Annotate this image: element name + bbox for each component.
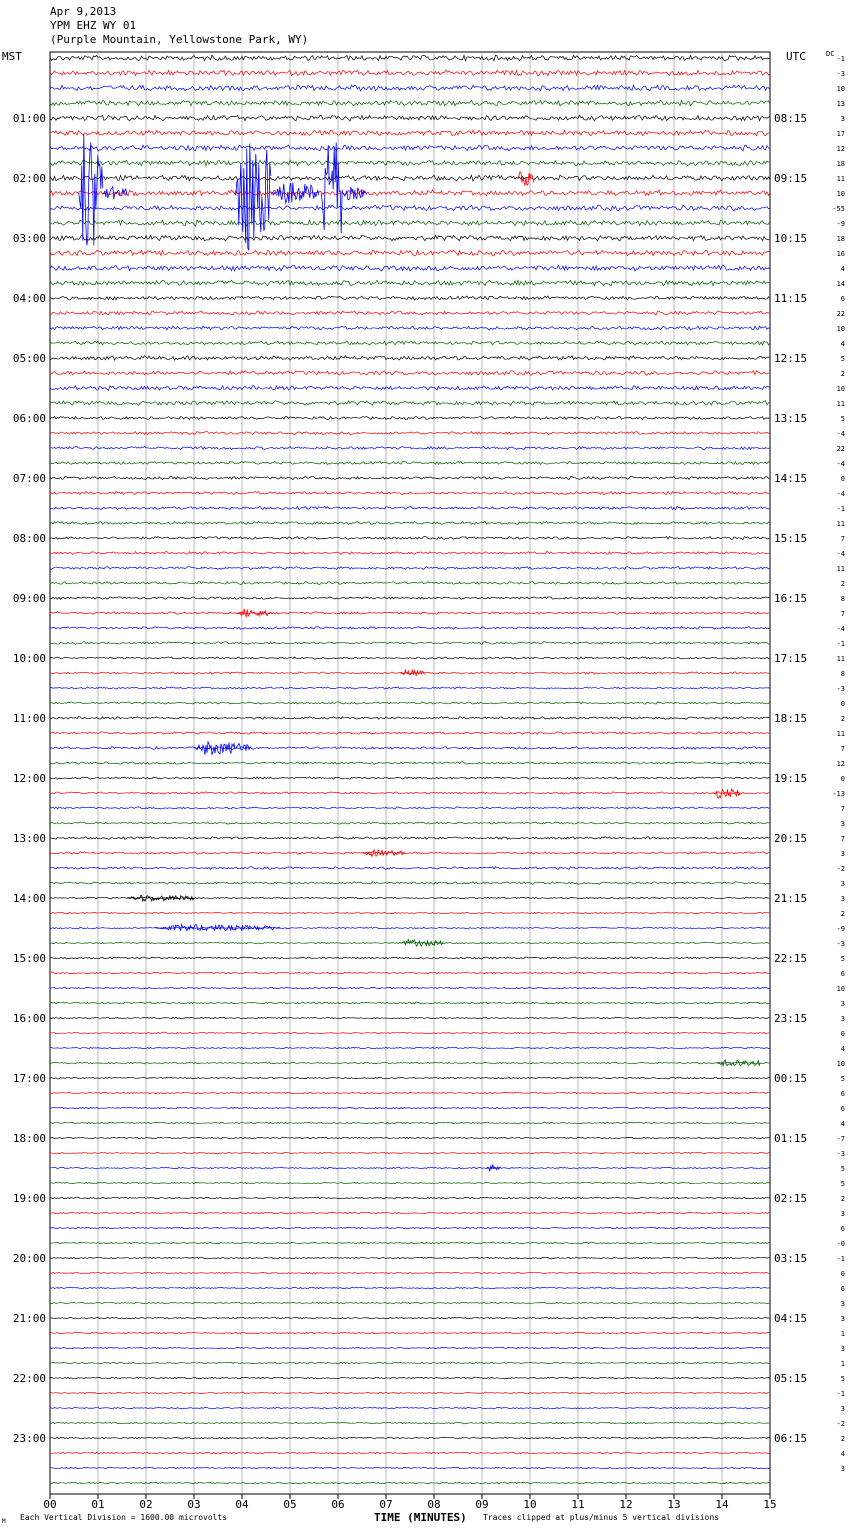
- trace-line: [50, 175, 770, 181]
- utc-hour-label: 15:15: [774, 532, 808, 545]
- trace-line: [50, 1317, 770, 1319]
- dc-offset-value: 5: [840, 1180, 845, 1188]
- utc-hour-label: 06:15: [774, 1432, 808, 1445]
- dc-offset-value: 0: [840, 775, 845, 783]
- trace-line: [50, 807, 770, 809]
- x-tick-label: 12: [619, 1498, 633, 1511]
- trace-line: [50, 972, 770, 974]
- dc-offset-value: -1: [836, 1255, 845, 1263]
- dc-offset-value: -3: [836, 70, 845, 78]
- trace-line: [50, 1437, 770, 1439]
- trace-line: [50, 521, 770, 524]
- mst-hour-label: 16:00: [12, 1012, 46, 1025]
- x-tick-label: 14: [715, 1498, 729, 1511]
- seismic-event: [712, 789, 740, 798]
- dc-offset-value: 0: [840, 1030, 845, 1038]
- dc-offset-value: 5: [840, 355, 845, 363]
- utc-hour-label: 13:15: [774, 412, 808, 425]
- dc-offset-value: 0: [840, 1270, 845, 1278]
- seismic-event: [194, 742, 251, 755]
- utc-hour-label: 17:15: [774, 652, 808, 665]
- dc-offset-value: 1: [840, 1330, 845, 1338]
- dc-offset-value: 8: [840, 670, 845, 678]
- utc-hour-label: 23:15: [774, 1012, 808, 1025]
- dc-offset-value: 3: [840, 1345, 845, 1353]
- dc-offset-value: 18: [836, 160, 845, 168]
- trace-line: [50, 220, 770, 226]
- trace-line: [50, 265, 770, 271]
- x-tick-label: 15: [763, 1498, 777, 1511]
- mst-hour-label: 22:00: [12, 1372, 46, 1385]
- trace-line: [50, 612, 770, 615]
- plot-date: Apr 9,2013: [50, 5, 117, 18]
- clip-note: Traces clipped at plus/minus 5 vertical divisions: [483, 1513, 720, 1522]
- trace-line: [50, 747, 770, 750]
- dc-offset-value: 12: [836, 145, 845, 153]
- dc-offset-value: -9: [836, 220, 845, 228]
- dc-offset-value: 3: [840, 1300, 845, 1308]
- trace-line: [50, 1017, 770, 1019]
- trace-line: [50, 1122, 770, 1124]
- trace-line: [50, 1047, 770, 1049]
- dc-offset-value: -3: [836, 940, 845, 948]
- dc-offset-value: -13: [832, 790, 845, 798]
- dc-offset-value: 11: [836, 175, 845, 183]
- dc-offset-value: 2: [840, 910, 845, 918]
- trace-line: [50, 1347, 770, 1349]
- trace-line: [50, 1092, 770, 1094]
- utc-hour-label: 01:15: [774, 1132, 808, 1145]
- trace-line: [50, 912, 770, 914]
- trace-line: [50, 491, 770, 494]
- trace-line: [50, 552, 770, 555]
- dc-offset-value: -2: [836, 1420, 845, 1428]
- corner-mark: M: [2, 1518, 6, 1525]
- utc-hour-label: 10:15: [774, 232, 808, 245]
- trace-line: [50, 1302, 770, 1304]
- trace-line: [50, 190, 770, 196]
- dc-offset-value: 3: [840, 820, 845, 828]
- dc-offset-value: 10: [836, 85, 845, 93]
- trace-line: [50, 1407, 770, 1409]
- dc-offset-value: -55: [832, 205, 845, 213]
- trace-line: [50, 432, 770, 435]
- utc-hour-label: 22:15: [774, 952, 808, 965]
- trace-line: [50, 732, 770, 735]
- trace-line: [50, 446, 770, 449]
- trace-line: [50, 597, 770, 600]
- utc-hour-label: 04:15: [774, 1312, 808, 1325]
- dc-offset-value: 3: [840, 850, 845, 858]
- trace-line: [50, 1197, 770, 1199]
- dc-offset-value: 4: [840, 265, 845, 273]
- dc-offset-value: 12: [836, 760, 845, 768]
- dc-offset-value: 10: [836, 1060, 845, 1068]
- dc-offset-value: 3: [840, 1315, 845, 1323]
- utc-hour-label: 20:15: [774, 832, 808, 845]
- trace-line: [50, 386, 770, 391]
- utc-hour-label: 08:15: [774, 112, 808, 125]
- x-tick-label: 01: [91, 1498, 105, 1511]
- dc-offset-value: 6: [840, 1090, 845, 1098]
- dc-offset-value: -2: [836, 865, 845, 873]
- trace-line: [50, 1032, 770, 1034]
- trace-line: [50, 476, 770, 479]
- dc-offset-value: 1: [840, 1360, 845, 1368]
- utc-hour-label: 19:15: [774, 772, 808, 785]
- mst-hour-label: 11:00: [12, 712, 46, 725]
- trace-line: [50, 205, 770, 211]
- dc-offset-value: 13: [836, 100, 845, 108]
- station-code: YPM EHZ WY 01: [50, 19, 137, 32]
- trace-line: [50, 777, 770, 779]
- dc-offset-value: 5: [840, 1375, 845, 1383]
- trace-line: [50, 326, 770, 330]
- dc-offset-value: 4: [840, 1045, 845, 1053]
- left-timezone-label: MST: [2, 50, 22, 63]
- utc-hour-label: 05:15: [774, 1372, 808, 1385]
- dc-offset-value: 3: [840, 895, 845, 903]
- trace-line: [50, 1107, 770, 1109]
- dc-offset-value: 3: [840, 1015, 845, 1023]
- dc-offset-value: 7: [840, 835, 845, 843]
- trace-line: [50, 687, 770, 689]
- trace-line: [50, 1212, 770, 1214]
- mst-hour-label: 18:00: [12, 1132, 46, 1145]
- trace-line: [50, 867, 770, 870]
- x-tick-label: 10: [523, 1498, 537, 1511]
- trace-line: [50, 717, 770, 720]
- trace-line: [50, 1242, 770, 1244]
- trace-line: [50, 657, 770, 659]
- seismic-event: [156, 925, 280, 931]
- utc-hour-label: 00:15: [774, 1072, 808, 1085]
- x-tick-label: 00: [43, 1498, 57, 1511]
- mst-hour-label: 14:00: [12, 892, 46, 905]
- x-tick-label: 05: [283, 1498, 297, 1511]
- trace-line: [50, 1467, 770, 1469]
- dc-offset-value: 18: [836, 235, 845, 243]
- x-tick-label: 04: [235, 1498, 249, 1511]
- trace-line: [50, 250, 770, 256]
- dc-offset-value: 7: [840, 745, 845, 753]
- x-tick-label: 11: [571, 1498, 585, 1511]
- x-tick-label: 02: [139, 1498, 153, 1511]
- trace-line: [50, 145, 770, 151]
- trace-line: [50, 341, 770, 345]
- dc-offset-value: 5: [840, 1165, 845, 1173]
- trace-line: [50, 1227, 770, 1229]
- utc-hour-label: 11:15: [774, 292, 808, 305]
- trace-line: [50, 1452, 770, 1454]
- utc-hour-label: 14:15: [774, 472, 808, 485]
- dc-offset-value: 17: [836, 130, 845, 138]
- dc-offset-value: 6: [840, 1105, 845, 1113]
- trace-line: [50, 882, 770, 885]
- dc-offset-value: -1: [836, 55, 845, 63]
- dc-offset-value: 5: [840, 955, 845, 963]
- seismic-event: [321, 142, 342, 233]
- mst-hour-label: 20:00: [12, 1252, 46, 1265]
- dc-offset-value: 11: [836, 400, 845, 408]
- dc-offset-value: -4: [836, 550, 845, 558]
- utc-hour-label: 02:15: [774, 1192, 808, 1205]
- mst-hour-label: 15:00: [12, 952, 46, 965]
- trace-line: [50, 280, 770, 286]
- trace-line: [50, 1182, 770, 1184]
- dc-offset-value: 11: [836, 565, 845, 573]
- seismic-event: [79, 134, 103, 245]
- trace-line: [50, 70, 770, 76]
- trace-line: [50, 852, 770, 854]
- dc-offset-value: 3: [840, 1210, 845, 1218]
- mst-hour-label: 19:00: [12, 1192, 46, 1205]
- utc-hour-label: 18:15: [774, 712, 808, 725]
- dc-offset-value: 3: [840, 1000, 845, 1008]
- mst-hour-label: 04:00: [12, 292, 46, 305]
- dc-offset-value: 0: [840, 700, 845, 708]
- trace-line: [50, 235, 770, 241]
- mst-hour-label: 09:00: [12, 592, 46, 605]
- dc-offset-value: 22: [836, 310, 845, 318]
- dc-offset-value: 11: [836, 730, 845, 738]
- trace-line: [50, 1362, 770, 1364]
- trace-line: [50, 627, 770, 630]
- mst-hour-label: 03:00: [12, 232, 46, 245]
- dc-offset-value: -9: [836, 925, 845, 933]
- x-tick-label: 06: [331, 1498, 345, 1511]
- trace-line: [50, 1077, 770, 1079]
- dc-offset-value: 5: [840, 1075, 845, 1083]
- trace-line: [50, 311, 770, 315]
- trace-line: [50, 416, 770, 419]
- dc-offset-value: 5: [840, 415, 845, 423]
- trace-line: [50, 1422, 770, 1424]
- dc-offset-value: -1: [836, 1390, 845, 1398]
- trace-line: [50, 85, 770, 91]
- trace-line: [50, 987, 770, 989]
- dc-offset-value: 2: [840, 1195, 845, 1203]
- x-tick-label: 08: [427, 1498, 441, 1511]
- trace-line: [50, 1377, 770, 1379]
- dc-offset-value: 16: [836, 250, 845, 258]
- dc-offset-value: -0: [836, 1240, 845, 1248]
- dc-offset-value: 7: [840, 535, 845, 543]
- mst-hour-label: 07:00: [12, 472, 46, 485]
- trace-line: [50, 1002, 770, 1004]
- dc-offset-value: -4: [836, 625, 845, 633]
- mst-hour-label: 13:00: [12, 832, 46, 845]
- dc-offset-value: -4: [836, 460, 845, 468]
- right-timezone-label: UTC: [786, 50, 806, 63]
- trace-line: [50, 1482, 770, 1484]
- dc-offset-value: -7: [836, 1135, 845, 1143]
- dc-offset-value: 10: [836, 385, 845, 393]
- trace-line: [50, 957, 770, 959]
- mst-hour-label: 05:00: [12, 352, 46, 365]
- seismic-event: [343, 187, 367, 200]
- dc-offset-value: 10: [836, 325, 845, 333]
- x-tick-label: 09: [475, 1498, 489, 1511]
- trace-line: [50, 1152, 770, 1154]
- mst-hour-label: 23:00: [12, 1432, 46, 1445]
- trace-line: [50, 401, 770, 406]
- mst-hour-label: 06:00: [12, 412, 46, 425]
- dc-offset-value: 6: [840, 1225, 845, 1233]
- trace-line: [50, 506, 770, 509]
- trace-line: [50, 160, 770, 166]
- trace-line: [50, 672, 770, 674]
- dc-offset-value: 2: [840, 1435, 845, 1443]
- dc-offset-value: 3: [840, 1465, 845, 1473]
- dc-offset-value: 22: [836, 445, 845, 453]
- x-axis-label: TIME (MINUTES): [374, 1511, 467, 1524]
- trace-line: [50, 1272, 770, 1274]
- trace-line: [50, 115, 770, 121]
- dc-offset-value: 6: [840, 295, 845, 303]
- trace-line: [50, 702, 770, 704]
- trace-line: [50, 792, 770, 794]
- dc-offset-value: 4: [840, 340, 845, 348]
- trace-line: [50, 356, 770, 361]
- trace-line: [50, 130, 770, 136]
- trace-line: [50, 1332, 770, 1334]
- dc-offset-value: 2: [840, 580, 845, 588]
- trace-line: [50, 536, 770, 539]
- dc-offset-value: -1: [836, 640, 845, 648]
- mst-hour-label: 01:00: [12, 112, 46, 125]
- mst-hour-label: 17:00: [12, 1072, 46, 1085]
- dc-offset-value: 10: [836, 190, 845, 198]
- trace-line: [50, 642, 770, 645]
- dc-offset-value: 3: [840, 115, 845, 123]
- dc-offset-value: 6: [840, 970, 845, 978]
- trace-line: [50, 837, 770, 840]
- utc-hour-label: 09:15: [774, 172, 808, 185]
- seismic-event: [717, 1060, 760, 1066]
- mst-hour-label: 21:00: [12, 1312, 46, 1325]
- utc-hour-label: 12:15: [774, 352, 808, 365]
- dc-offset-value: 3: [840, 1405, 845, 1413]
- x-tick-label: 03: [187, 1498, 201, 1511]
- trace-line: [50, 1392, 770, 1394]
- dc-offset-value: -4: [836, 430, 845, 438]
- dc-offset-value: 10: [836, 985, 845, 993]
- dc-offset-value: 8: [840, 595, 845, 603]
- dc-offset-value: 4: [840, 1120, 845, 1128]
- dc-offset-value: 11: [836, 520, 845, 528]
- x-tick-label: 07: [379, 1498, 393, 1511]
- trace-line: [50, 1062, 770, 1064]
- trace-line: [50, 567, 770, 570]
- dc-offset-value: 2: [840, 715, 845, 723]
- plot-frame: [50, 52, 770, 1494]
- dc-offset-value: 3: [840, 880, 845, 888]
- dc-offset-value: -3: [836, 685, 845, 693]
- trace-line: [50, 1257, 770, 1259]
- trace-line: [50, 582, 770, 585]
- trace-line: [50, 461, 770, 464]
- dc-offset-value: 7: [840, 610, 845, 618]
- scale-note: Each Vertical Division = 1600.00 microvolts: [20, 1513, 228, 1522]
- dc-offset-value: -3: [836, 1150, 845, 1158]
- dc-offset-value: 7: [840, 805, 845, 813]
- dc-offset-value: -1: [836, 505, 845, 513]
- seismic-event: [400, 670, 424, 676]
- mst-hour-label: 02:00: [12, 172, 46, 185]
- mst-hour-label: 12:00: [12, 772, 46, 785]
- utc-hour-label: 21:15: [774, 892, 808, 905]
- utc-hour-label: 16:15: [774, 592, 808, 605]
- trace-line: [50, 55, 770, 61]
- trace-line: [50, 1287, 770, 1289]
- trace-line: [50, 100, 770, 106]
- dc-offset-value: 4: [840, 1450, 845, 1458]
- trace-line: [50, 371, 770, 376]
- dc-offset-value: 11: [836, 655, 845, 663]
- trace-line: [50, 822, 770, 824]
- dc-offset-value: 2: [840, 370, 845, 378]
- x-tick-label: 13: [667, 1498, 681, 1511]
- mst-hour-label: 08:00: [12, 532, 46, 545]
- utc-hour-label: 03:15: [774, 1252, 808, 1265]
- dc-offset-value: 0: [840, 475, 845, 483]
- mst-hour-label: 10:00: [12, 652, 46, 665]
- dc-offset-header: DC: [826, 50, 835, 58]
- station-location: (Purple Mountain, Yellowstone Park, WY): [50, 33, 309, 46]
- trace-line: [50, 1137, 770, 1139]
- dc-offset-value: 6: [840, 1285, 845, 1293]
- trace-line: [50, 1167, 770, 1169]
- trace-line: [50, 762, 770, 765]
- dc-offset-value: -4: [836, 490, 845, 498]
- trace-line: [50, 296, 770, 300]
- dc-offset-value: 14: [836, 280, 845, 288]
- seismic-event: [235, 143, 271, 250]
